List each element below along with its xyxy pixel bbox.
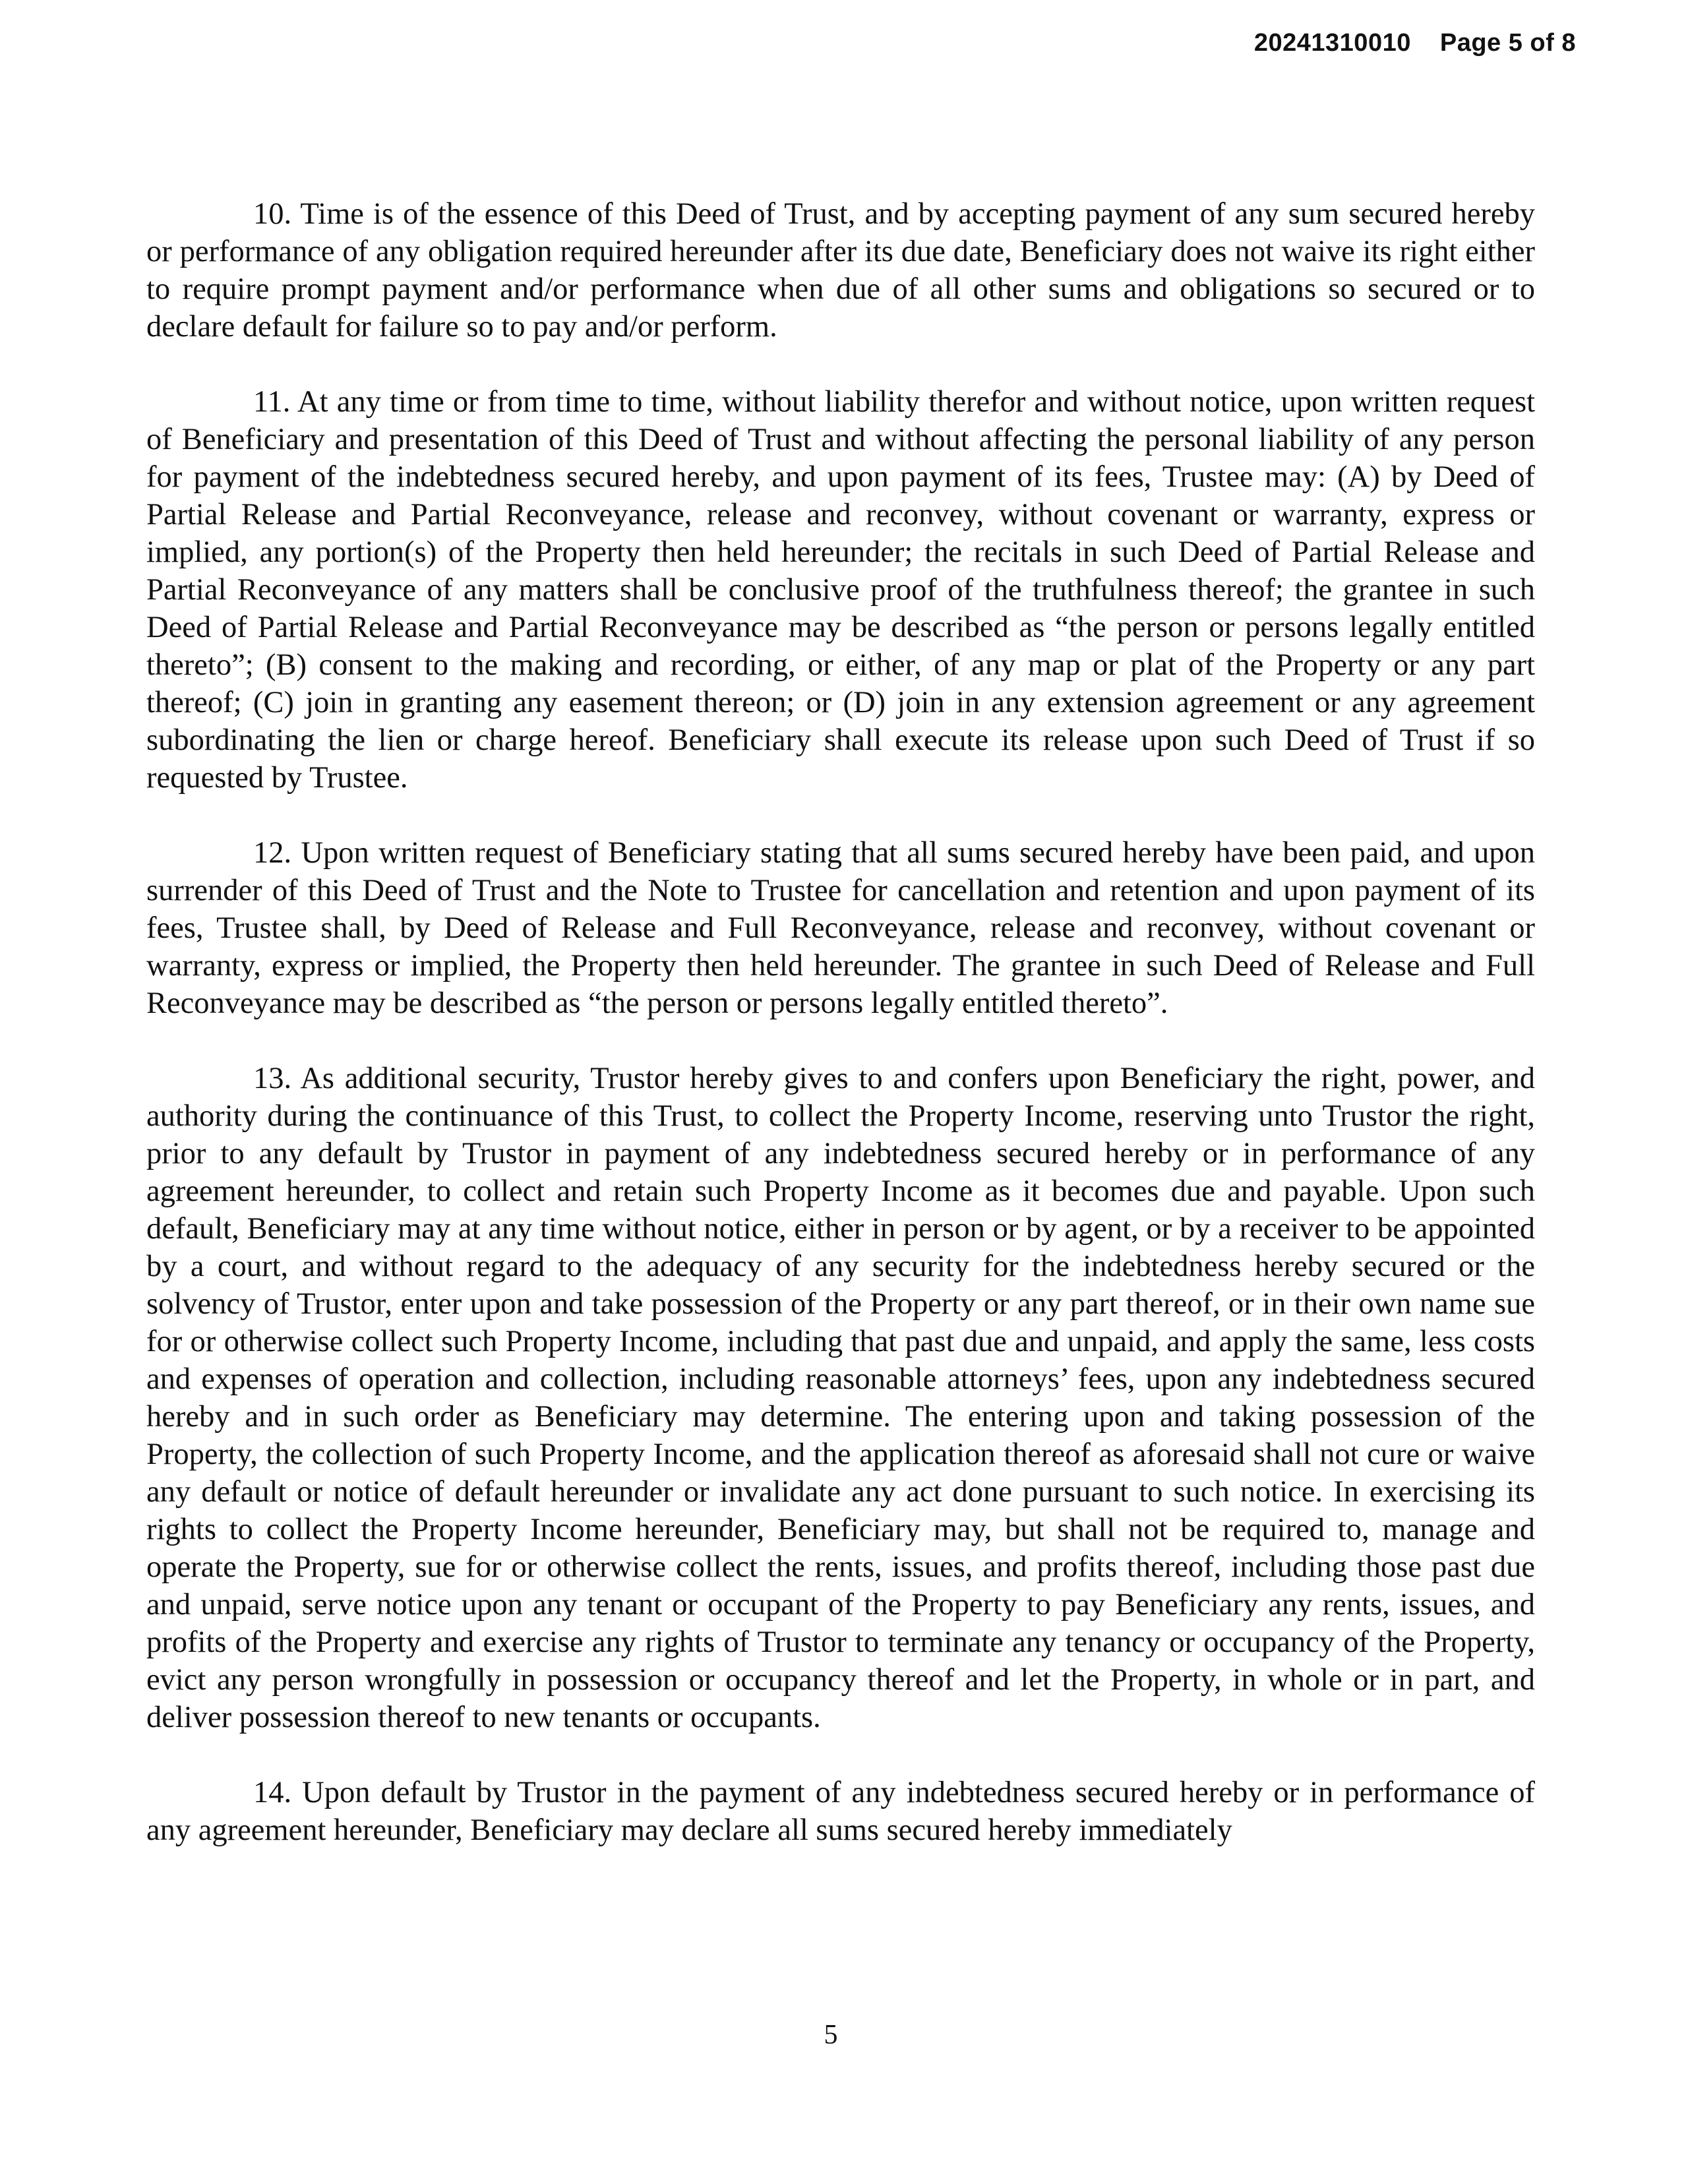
paragraph-14: 14. Upon default by Trustor in the payment of any indebtedness secured hereby or in performance of any agreement hereunder, Beneficiary may declare all sums secured hereby immediately <box>146 1776 1535 1847</box>
document-number: 20241310010 <box>1253 29 1411 57</box>
paragraph-11: 11. At any time or from time to time, without liability therefor and without notice, upon written request of Beneficiary and presentation of this Deed of Trust and without affecting the personal liability of any person for payment of the indebtedness secured hereby, and upon payment of its fees, Trustee may: (A) by Deed of Partial Release and Partial Reconveyance, release and reconvey, without covenant or warranty, express or implied, any portion(s) of the Property then held hereunder; the recitals in such Deed of Partial Release and Partial Reconveyance of any matters shall be conclusive proof of the truthfulness thereof; the grantee in such Deed of Partial Release and Partial Reconveyance may be described as “the person or persons legally entitled thereto”; (B) consent to the making and recording, or either, of any map or plat of the Property or any part thereof; (C) join in granting any easement thereon; or (D) join in any extension agreement or any agreement subordinating the lien or charge hereof. Beneficiary shall execute its release upon such Deed of Trust if so requested by Trustee. <box>146 385 1535 795</box>
paragraph-12: 12. Upon written request of Beneficiary stating that all sums secured hereby have been paid, and upon surrender of this Deed of Trust and the Note to Trustee for cancellation and retention and upon payment of its fees, Trustee shall, by Deed of Release and Full Reconveyance, release and reconvey, without covenant or warranty, express or implied, the Property then held hereunder. The grantee in such Deed of Release and Full Reconveyance may be described as “the person or persons legally entitled thereto”. <box>146 836 1535 1020</box>
page-number: 5 <box>824 2020 838 2050</box>
page-label: Page 5 of 8 <box>1439 29 1576 57</box>
paragraph-13: 13. As additional security, Trustor hereby gives to and confers upon Beneficiary the right, power, and authority during the continuance of this Trust, to collect the Property Income, reserving unto Trustor the right, prior to any default by Trustor in payment of any indebtedness secured hereby or in performance of any agreement hereunder, to collect and retain such Property Income as it becomes due and payable. Upon such default, Beneficiary may at any time without notice, either in person or by agent, or by a receiver to be appointed by a court, and without regard to the adequacy of any security for the indebtedness hereby secured or the solvency of Trustor, enter upon and take possession of the Property or any part thereof, or in their own name sue for or otherwise collect such Property Income, including that past due and unpaid, and apply the same, less costs and expenses of operation and collection, including reasonable attorneys’ fees, upon any indebtedness secured hereby and in such order as Beneficiary may determine. The entering upon and taking possession of the Property, the collection of such Property Income, and the application thereof as aforesaid shall not cure or waive any default or notice of default hereunder or invalidate any act done pursuant to such notice. In exercising its rights to collect the Property Income hereunder, Beneficiary may, but shall not be required to, manage and operate the Property, sue for or otherwise collect the rents, issues, and profits thereof, including those past due and unpaid, serve notice upon any tenant or occupant of the Property to pay Beneficiary any rents, issues, and profits of the Property and exercise any rights of Trustor to terminate any tenancy or occupancy of the Property, evict any person wrongfully in possession or occupancy thereof and let the Property, in whole or in part, and deliver possession thereof to new tenants or occupants. <box>146 1062 1535 1734</box>
page-header <box>1254 29 1576 57</box>
paragraph-10: 10. Time is of the essence of this Deed of Trust, and by accepting payment of any sum secured hereby or performance of any obligation required hereunder after its due date, Beneficiary does not waive its right either to require prompt payment and/or performance when due of all other sums and obligations so secured or to declare default for failure so to pay and/or perform. <box>146 197 1535 344</box>
document-body <box>146 195 1535 1849</box>
